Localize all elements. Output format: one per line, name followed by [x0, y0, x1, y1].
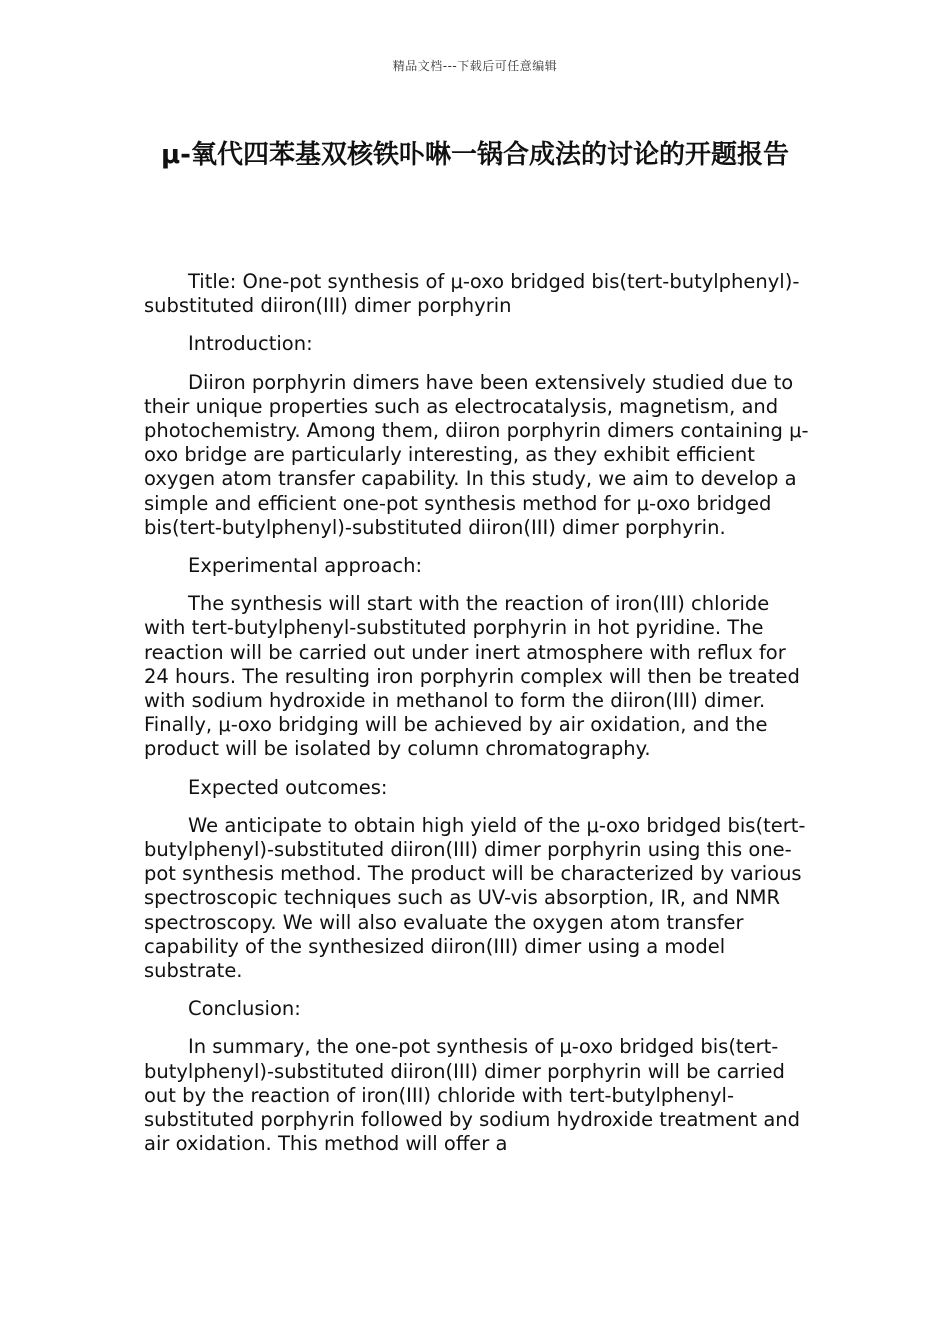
heading-introduction: Introduction: [188, 332, 313, 356]
header-note: 精品文档---下载后可任意编辑 [392, 59, 558, 73]
heading-experimental-approach: Experimental approach: [188, 554, 423, 578]
document-body [144, 270, 810, 1171]
paragraph-introduction: Diiron porphyrin dimers have been extensively studied due to their unique properties such as electrocatalysis, magnetism, and photochemistry. Among them, diiron porphyrin dimers containing μ-oxo bridge are particularly interesting, as they exhibit efficient oxygen atom transfer capability. In this study, we aim to develop a simple and efficient one-pot synthesis method for μ-oxo bridged bis(tert-butylphenyl)-substituted diiron(III) dimer porphyrin. [144, 370, 809, 539]
heading-expected-outcomes: Expected outcomes: [188, 775, 388, 799]
paragraph-conclusion: In summary, the one-pot synthesis of μ-oxo bridged bis(tert-butylphenyl)-substituted diiron(III) dimer porphyrin will be carried out by the reaction of iron(III) chloride with tert-butylphenyl-substituted porphyrin followed by sodium hydroxide treatment and air oxidation. This method will offer a [144, 1035, 801, 1156]
paragraph-expected-outcomes: We anticipate to obtain high yield of the μ-oxo bridged bis(tert-butylphenyl)-substituted diiron(III) dimer porphyrin using this one-pot synthesis method. The product will be characterized by various spectroscopic techniques such as UV-vis absorption, IR, and NMR spectroscopy. We will also evaluate the oxygen atom transfer capability of the synthesized diiron(III) dimer using a model substrate. [144, 813, 806, 983]
paragraph-title-line: Title: One-pot synthesis of μ-oxo bridged bis(tert-butylphenyl)-substituted diiron(III) dimer porphyrin [144, 270, 800, 318]
paragraph-experimental-approach: The synthesis will start with the reaction of iron(III) chloride with tert-butylphenyl-substituted porphyrin in hot pyridine. The reaction will be carried out under inert atmosphere with reflux for 24 hours. The resulting iron porphyrin complex will then be treated with sodium hydroxide in methanol to form the diiron(III) dimer. Finally, μ-oxo bridging will be achieved by air oxidation, and the product will be isolated by column chromatography. [144, 592, 800, 761]
heading-conclusion: Conclusion: [188, 997, 301, 1021]
document-title: μ-氧代四苯基双核铁卟啉一锅合成法的讨论的开题报告 [161, 140, 789, 170]
